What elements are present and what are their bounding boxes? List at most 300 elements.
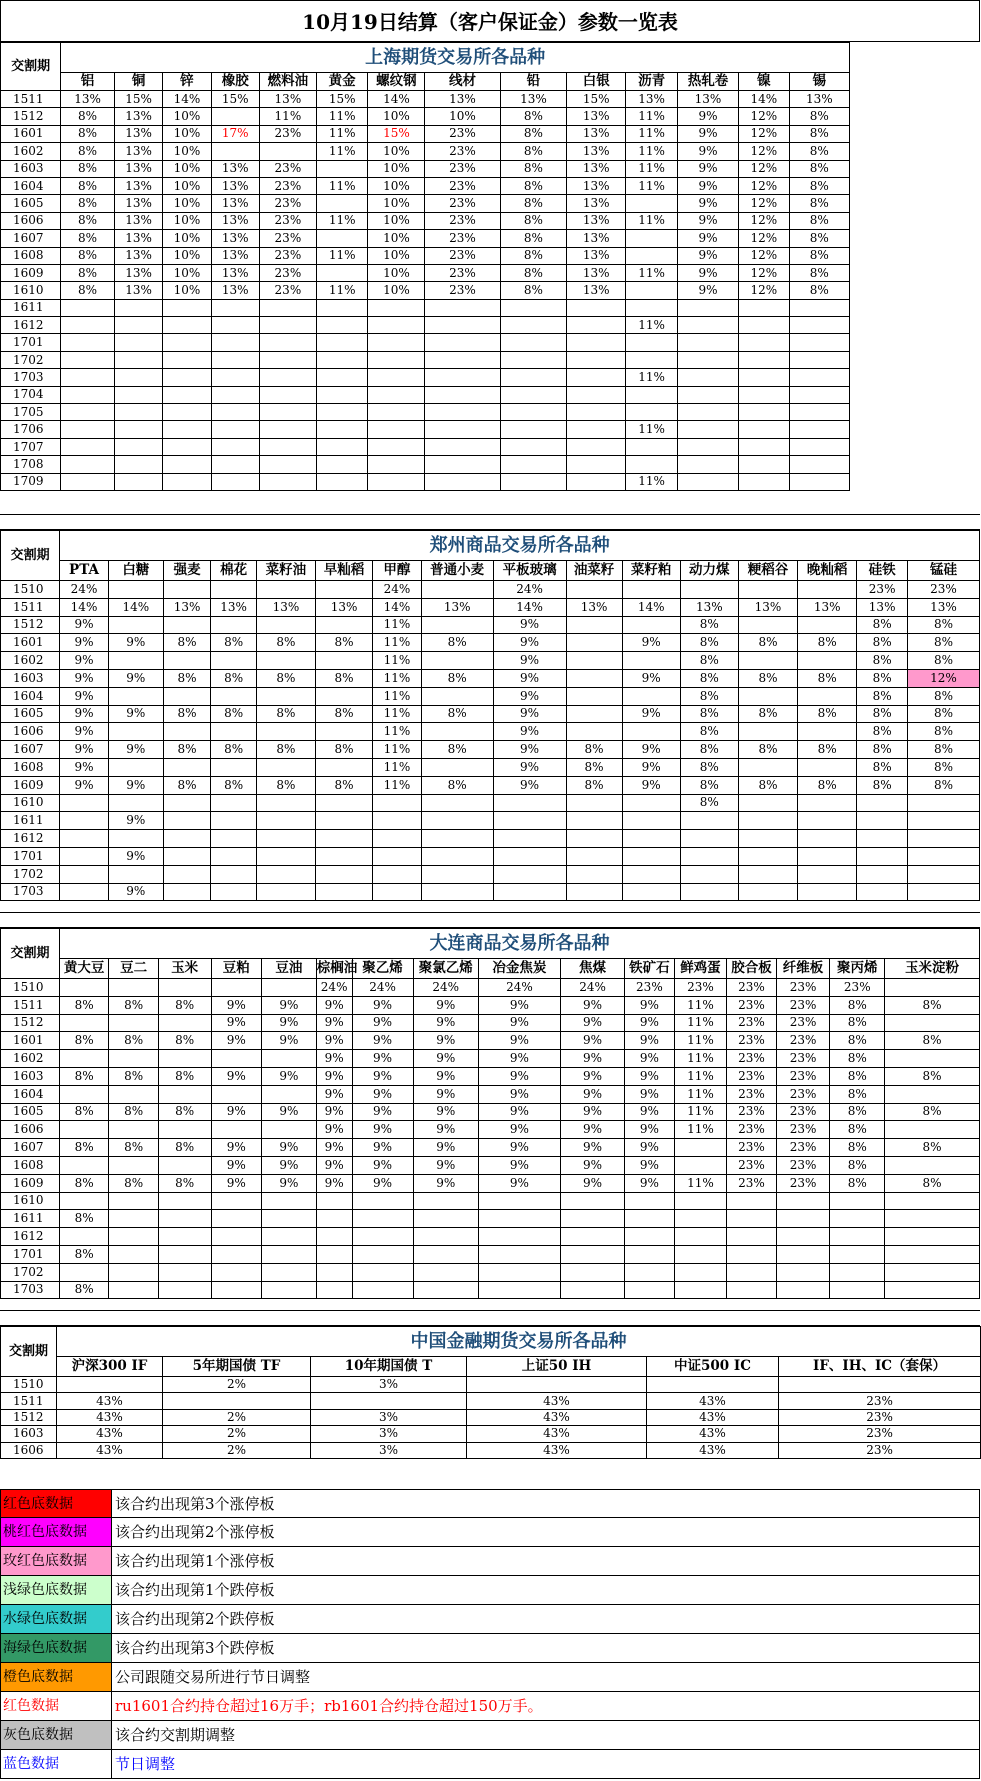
margin-cell — [421, 883, 493, 901]
margin-cell: 2% — [163, 1426, 311, 1442]
delivery-period: 1701 — [1, 847, 60, 865]
margin-cell — [421, 616, 493, 634]
margin-cell — [109, 1245, 158, 1263]
column-header: 上证50 IH — [467, 1357, 647, 1377]
margin-cell: 8% — [789, 247, 849, 264]
margin-cell: 8% — [908, 723, 980, 741]
margin-cell — [626, 247, 678, 264]
margin-cell — [256, 687, 315, 705]
margin-cell: 9% — [478, 1014, 560, 1032]
margin-cell: 10% — [368, 143, 425, 160]
margin-cell — [885, 1121, 980, 1139]
margin-cell — [478, 1228, 560, 1246]
table-row — [1, 230, 850, 247]
margin-cell — [109, 1192, 158, 1210]
margin-cell: 43% — [467, 1409, 647, 1425]
margin-cell: 9% — [60, 776, 109, 794]
margin-cell: 43% — [647, 1393, 779, 1409]
margin-cell — [211, 1085, 262, 1103]
margin-cell: 8% — [789, 108, 849, 125]
margin-cell — [61, 473, 115, 490]
margin-cell: 8% — [680, 794, 738, 812]
margin-cell — [256, 883, 315, 901]
column-header: 线材 — [425, 73, 500, 91]
margin-cell: 43% — [57, 1393, 163, 1409]
margin-cell: 9% — [211, 1067, 262, 1085]
margin-cell: 11% — [373, 758, 422, 776]
margin-cell — [727, 1245, 776, 1263]
delivery-period: 1601 — [1, 634, 60, 652]
margin-cell: 8% — [680, 652, 738, 670]
margin-cell: 13% — [211, 264, 259, 281]
margin-cell — [211, 299, 259, 316]
margin-cell: 12% — [739, 125, 790, 142]
margin-cell: 9% — [108, 669, 163, 687]
margin-cell — [677, 369, 738, 386]
margin-cell: 23% — [259, 282, 316, 299]
margin-cell: 8% — [256, 741, 315, 759]
margin-cell: 13% — [567, 247, 626, 264]
margin-cell: 14% — [108, 598, 163, 616]
margin-cell: 13% — [567, 108, 626, 125]
margin-cell: 8% — [500, 143, 567, 160]
margin-cell: 3% — [311, 1426, 467, 1442]
column-header: IF、IH、IC（套保） — [779, 1357, 981, 1377]
margin-cell: 43% — [57, 1442, 163, 1458]
table-row — [1, 598, 980, 616]
margin-cell: 9% — [413, 1174, 478, 1192]
margin-cell: 8% — [109, 1139, 158, 1157]
margin-cell — [885, 979, 980, 997]
delivery-period: 1608 — [1, 1156, 60, 1174]
margin-cell: 12% — [739, 212, 790, 229]
column-header: 铝 — [61, 73, 115, 91]
margin-cell — [211, 865, 256, 883]
margin-cell — [211, 723, 256, 741]
margin-cell: 15% — [211, 91, 259, 108]
margin-cell: 8% — [830, 996, 885, 1014]
margin-cell: 8% — [59, 1103, 108, 1121]
margin-cell: 9% — [677, 108, 738, 125]
margin-cell: 13% — [567, 177, 626, 194]
column-header: 玉米 — [158, 959, 211, 979]
margin-cell — [61, 404, 115, 421]
margin-cell: 9% — [622, 705, 680, 723]
delivery-period: 1512 — [1, 108, 61, 125]
legend-swatch: 浅绿色底数据 — [0, 1576, 112, 1604]
margin-cell: 23% — [259, 212, 316, 229]
margin-cell: 8% — [798, 705, 857, 723]
margin-cell: 12% — [739, 247, 790, 264]
margin-cell: 9% — [622, 741, 680, 759]
table-row — [1, 1050, 980, 1068]
column-header: 锌 — [163, 73, 211, 91]
margin-cell: 8% — [500, 282, 567, 299]
margin-cell: 24% — [478, 979, 560, 997]
margin-cell — [109, 1228, 158, 1246]
margin-cell — [626, 299, 678, 316]
margin-cell — [566, 669, 622, 687]
margin-cell — [259, 299, 316, 316]
legend-text: 节日调整 — [112, 1750, 980, 1778]
margin-cell — [857, 883, 908, 901]
margin-cell — [316, 883, 373, 901]
margin-cell — [108, 652, 163, 670]
margin-cell — [163, 794, 211, 812]
margin-cell — [163, 581, 211, 599]
margin-cell: 9% — [352, 1032, 413, 1050]
margin-cell: 13% — [567, 125, 626, 142]
margin-cell — [368, 386, 425, 403]
margin-cell — [59, 1263, 108, 1281]
margin-cell — [798, 883, 857, 901]
table-row — [1, 386, 850, 403]
legend-text: 该合约出现第3个跌停板 — [112, 1634, 980, 1662]
margin-cell: 9% — [413, 1121, 478, 1139]
legend-text: 公司跟随交易所进行节日调整 — [112, 1663, 980, 1691]
delivery-period: 1611 — [1, 299, 61, 316]
margin-cell: 24% — [493, 581, 566, 599]
margin-cell: 9% — [493, 776, 566, 794]
margin-cell — [789, 317, 849, 334]
margin-cell — [211, 1245, 262, 1263]
margin-cell — [163, 687, 211, 705]
margin-cell — [316, 195, 368, 212]
table-row — [1, 438, 850, 455]
margin-cell — [163, 299, 211, 316]
margin-cell — [352, 1263, 413, 1281]
table-row — [1, 1393, 981, 1409]
column-header: 鲜鸡蛋 — [674, 959, 727, 979]
margin-cell: 13% — [211, 160, 259, 177]
margin-cell — [114, 369, 162, 386]
margin-cell: 8% — [500, 247, 567, 264]
margin-cell: 11% — [373, 687, 422, 705]
margin-cell — [61, 299, 115, 316]
margin-cell — [798, 847, 857, 865]
margin-cell: 43% — [647, 1409, 779, 1425]
margin-cell: 10% — [163, 230, 211, 247]
table-row — [1, 1245, 980, 1263]
margin-cell — [908, 883, 980, 901]
margin-cell — [316, 687, 373, 705]
margin-cell — [163, 334, 211, 351]
margin-cell: 10% — [368, 282, 425, 299]
margin-cell: 8% — [738, 669, 797, 687]
margin-cell — [413, 1210, 478, 1228]
margin-cell: 11% — [626, 212, 678, 229]
margin-cell: 9% — [560, 1174, 624, 1192]
margin-cell — [885, 1192, 980, 1210]
margin-cell — [425, 299, 500, 316]
margin-cell — [425, 351, 500, 368]
margin-cell: 8% — [61, 177, 115, 194]
margin-cell: 8% — [798, 669, 857, 687]
margin-cell — [738, 652, 797, 670]
margin-cell — [163, 386, 211, 403]
margin-cell: 10% — [368, 195, 425, 212]
delivery-period: 1704 — [1, 386, 61, 403]
column-header: 冶金焦炭 — [478, 959, 560, 979]
margin-cell — [259, 369, 316, 386]
margin-cell: 10% — [368, 177, 425, 194]
margin-cell: 8% — [857, 652, 908, 670]
margin-cell: 9% — [352, 996, 413, 1014]
margin-cell: 11% — [674, 1014, 727, 1032]
delivery-period: 1602 — [1, 143, 61, 160]
table-row — [1, 334, 850, 351]
column-header: 5年期国债 TF — [163, 1357, 311, 1377]
margin-cell — [830, 1228, 885, 1246]
margin-cell: 23% — [727, 1139, 776, 1157]
margin-cell — [625, 1245, 674, 1263]
margin-cell: 8% — [421, 741, 493, 759]
delivery-period: 1605 — [1, 1103, 60, 1121]
margin-cell: 9% — [352, 1014, 413, 1032]
margin-cell — [677, 334, 738, 351]
margin-cell — [421, 847, 493, 865]
margin-cell: 23% — [776, 1085, 830, 1103]
margin-cell: 23% — [776, 1139, 830, 1157]
margin-cell: 9% — [625, 1174, 674, 1192]
margin-cell — [352, 1281, 413, 1299]
legend-row — [0, 1576, 980, 1605]
margin-cell — [798, 865, 857, 883]
margin-cell: 23% — [776, 1121, 830, 1139]
margin-cell: 9% — [478, 1139, 560, 1157]
table-row — [1, 687, 980, 705]
margin-cell — [316, 456, 368, 473]
margin-cell: 9% — [625, 1085, 674, 1103]
margin-cell: 8% — [789, 143, 849, 160]
delivery-period: 1610 — [1, 282, 61, 299]
margin-cell: 23% — [425, 125, 500, 142]
exchange-title: 郑州商品交易所各品种 — [60, 531, 980, 561]
margin-cell — [413, 1245, 478, 1263]
margin-cell — [739, 369, 790, 386]
margin-cell: 9% — [262, 1067, 317, 1085]
margin-cell: 43% — [57, 1409, 163, 1425]
margin-cell — [158, 979, 211, 997]
margin-cell: 12% — [739, 160, 790, 177]
margin-cell — [727, 1281, 776, 1299]
margin-cell — [373, 812, 422, 830]
margin-cell: 9% — [413, 1103, 478, 1121]
table-row — [1, 812, 980, 830]
table-row — [1, 473, 850, 490]
margin-cell: 9% — [677, 177, 738, 194]
margin-cell — [316, 758, 373, 776]
margin-cell — [885, 1281, 980, 1299]
margin-cell — [316, 369, 368, 386]
margin-cell — [776, 1263, 830, 1281]
margin-cell: 8% — [857, 741, 908, 759]
delivery-period: 1604 — [1, 177, 61, 194]
margin-cell — [677, 299, 738, 316]
margin-cell: 13% — [211, 282, 259, 299]
margin-cell: 13% — [211, 212, 259, 229]
margin-cell — [163, 317, 211, 334]
margin-cell — [425, 386, 500, 403]
margin-cell — [368, 404, 425, 421]
margin-cell: 9% — [316, 1032, 352, 1050]
margin-cell: 8% — [885, 1174, 980, 1192]
margin-cell: 9% — [493, 705, 566, 723]
delivery-period: 1511 — [1, 996, 60, 1014]
margin-cell — [163, 812, 211, 830]
margin-cell: 9% — [108, 883, 163, 901]
column-header: 白糖 — [108, 561, 163, 581]
margin-cell: 11% — [373, 741, 422, 759]
column-header: 粳稻谷 — [738, 561, 797, 581]
margin-cell — [163, 438, 211, 455]
margin-cell — [262, 1281, 317, 1299]
margin-cell — [566, 581, 622, 599]
margin-cell — [211, 317, 259, 334]
table-row — [1, 1156, 980, 1174]
margin-cell — [738, 758, 797, 776]
table-row — [1, 282, 850, 299]
margin-cell — [61, 317, 115, 334]
margin-cell — [211, 473, 259, 490]
table-row — [1, 979, 980, 997]
column-header: 黄金 — [316, 73, 368, 91]
table-row — [1, 195, 850, 212]
margin-cell — [467, 1377, 647, 1393]
margin-cell: 9% — [60, 687, 109, 705]
margin-cell: 9% — [352, 1121, 413, 1139]
margin-cell — [60, 794, 109, 812]
table-row — [1, 91, 850, 108]
margin-cell — [625, 1228, 674, 1246]
table-row — [1, 247, 850, 264]
margin-cell — [626, 351, 678, 368]
margin-cell: 11% — [626, 108, 678, 125]
delivery-period: 1612 — [1, 1228, 60, 1246]
margin-cell: 10% — [163, 247, 211, 264]
margin-cell — [566, 723, 622, 741]
margin-cell: 9% — [560, 1050, 624, 1068]
margin-cell — [211, 1281, 262, 1299]
delivery-period: 1609 — [1, 264, 61, 281]
margin-cell — [789, 369, 849, 386]
margin-cell: 8% — [885, 1032, 980, 1050]
table-row — [1, 317, 850, 334]
margin-cell — [211, 758, 256, 776]
margin-cell — [674, 1281, 727, 1299]
margin-cell — [626, 438, 678, 455]
margin-cell — [158, 1263, 211, 1281]
margin-cell — [885, 1245, 980, 1263]
margin-cell: 24% — [373, 581, 422, 599]
margin-cell — [211, 616, 256, 634]
margin-cell: 8% — [885, 996, 980, 1014]
column-header: 焦煤 — [560, 959, 624, 979]
margin-cell: 8% — [163, 741, 211, 759]
margin-cell: 8% — [500, 125, 567, 142]
table-row — [1, 125, 850, 142]
margin-cell: 8% — [857, 616, 908, 634]
margin-cell: 11% — [674, 1032, 727, 1050]
margin-cell — [352, 1210, 413, 1228]
margin-cell: 8% — [109, 1174, 158, 1192]
margin-cell — [108, 723, 163, 741]
margin-cell: 15% — [368, 125, 425, 142]
margin-cell: 9% — [622, 669, 680, 687]
margin-cell: 8% — [211, 705, 256, 723]
margin-cell — [368, 421, 425, 438]
margin-cell — [500, 438, 567, 455]
margin-cell — [885, 1156, 980, 1174]
margin-cell: 9% — [352, 1085, 413, 1103]
margin-cell: 11% — [316, 125, 368, 142]
margin-cell: 13% — [61, 91, 115, 108]
margin-cell: 8% — [61, 108, 115, 125]
margin-cell — [739, 299, 790, 316]
margin-cell — [259, 317, 316, 334]
margin-cell — [211, 143, 259, 160]
margin-cell: 9% — [316, 1139, 352, 1157]
table-row — [1, 264, 850, 281]
margin-cell: 9% — [478, 1121, 560, 1139]
margin-cell — [567, 351, 626, 368]
legend-row — [0, 1489, 980, 1518]
margin-cell — [626, 386, 678, 403]
margin-cell: 8% — [163, 669, 211, 687]
margin-cell — [739, 404, 790, 421]
margin-cell — [368, 456, 425, 473]
margin-cell: 11% — [626, 143, 678, 160]
margin-cell: 14% — [739, 91, 790, 108]
margin-cell — [727, 1228, 776, 1246]
margin-cell: 8% — [500, 108, 567, 125]
delivery-period: 1511 — [1, 91, 61, 108]
margin-cell: 8% — [61, 195, 115, 212]
margin-cell — [798, 581, 857, 599]
margin-cell — [108, 794, 163, 812]
legend-swatch: 橙色底数据 — [0, 1663, 112, 1691]
margin-cell: 8% — [211, 669, 256, 687]
margin-cell — [211, 334, 259, 351]
margin-cell: 13% — [567, 195, 626, 212]
margin-cell — [560, 1281, 624, 1299]
margin-cell — [114, 456, 162, 473]
column-header: 铜 — [114, 73, 162, 91]
margin-cell: 9% — [413, 996, 478, 1014]
margin-cell: 8% — [830, 1139, 885, 1157]
margin-cell: 13% — [163, 598, 211, 616]
margin-cell: 11% — [674, 1121, 727, 1139]
margin-cell — [61, 421, 115, 438]
margin-cell: 11% — [373, 634, 422, 652]
delivery-period: 1602 — [1, 652, 60, 670]
margin-cell — [857, 812, 908, 830]
delivery-period: 1607 — [1, 1139, 60, 1157]
margin-cell — [211, 1263, 262, 1281]
margin-cell — [163, 652, 211, 670]
margin-cell — [256, 865, 315, 883]
exchange-title: 上海期货交易所各品种 — [61, 43, 850, 73]
margin-cell — [789, 351, 849, 368]
column-header: 菜籽油 — [256, 561, 315, 581]
margin-cell: 23% — [857, 581, 908, 599]
column-header: 普通小麦 — [421, 561, 493, 581]
delivery-period: 1610 — [1, 794, 60, 812]
margin-cell — [262, 1121, 317, 1139]
margin-cell — [59, 1228, 108, 1246]
margin-cell — [163, 830, 211, 848]
margin-cell: 8% — [109, 1067, 158, 1085]
